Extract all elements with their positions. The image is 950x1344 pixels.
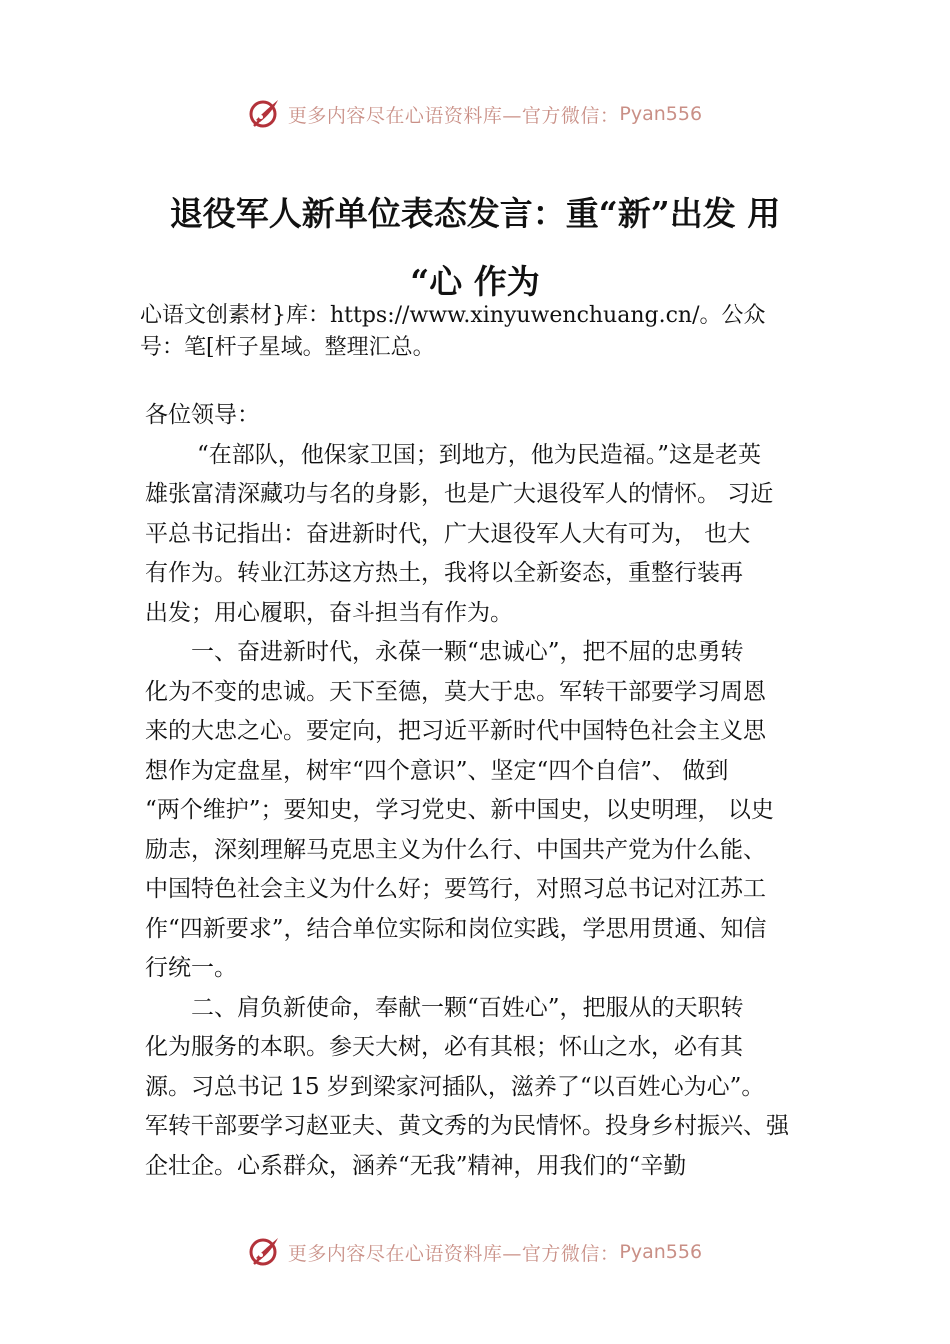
source-note — [140, 300, 830, 364]
body-line: 平总书记指出：奋进新时代，广大退役军人大有可为， 也大 — [145, 520, 751, 547]
source-line-1: 心语文创素材}库：https://www.xinyuwenchuang.cn/。公众 — [140, 303, 766, 328]
body-line: 励志，深刻理解马克思主义为什么行、中国共产党为什么能、 — [145, 836, 766, 863]
document-title-line-2: “心 作为 — [410, 262, 540, 301]
pen-quill-logo-icon — [248, 96, 284, 132]
footer-banner — [0, 1232, 950, 1272]
source-line-2: 号：笔[杆子星域。整理汇总。 — [140, 335, 435, 360]
banner-text: 更多内容尽在心语资料库—官方微信： — [287, 1242, 620, 1265]
body-line: 想作为定盘星，树牢“四个意识”、坚定“四个自信”、 做到 — [145, 757, 729, 784]
body-line: 军转干部要学习赵亚夫、黄文秀的为民情怀。投身乡村振兴、强 — [145, 1113, 789, 1139]
pen-quill-logo-icon — [248, 1234, 284, 1270]
banner-wechat-id: Pyan556 — [619, 103, 703, 125]
body-line: 企壮企。心系群众，涵养“无我”精神，用我们的“辛勤 — [145, 1152, 687, 1179]
body-line: 化为服务的本职。参天大树，必有其根；怀山之水，必有其 — [145, 1034, 743, 1060]
body-line: 有作为。转业江苏这方热土，我将以全新姿态，重整行装再 — [145, 560, 743, 586]
document-title-line-1: 退役军人新单位表态发言：重“新”出发 用 — [169, 194, 781, 233]
body-line: “两个维护”；要知史，学习党史、新中国史，以史明理， 以史 — [145, 797, 774, 823]
body-line: 化为不变的忠诚。天下至德，莫大于忠。军转干部要学习周恩 — [145, 678, 766, 705]
body-line: 源。习总书记 15 岁到梁家河插队，滋养了“以百姓心为心”。 — [145, 1073, 765, 1100]
body-line: “在部队，他保家卫国；到地方，他为民造福。”这是老英 — [197, 441, 762, 468]
banner-wechat-id: Pyan556 — [619, 1241, 703, 1263]
body-line: 一、奋进新时代，永葆一颗“忠诚心”，把不屈的忠勇转 — [191, 639, 744, 665]
body-line: 作“四新要求”，结合单位实际和岗位实践，学思用贯通、知信 — [145, 915, 767, 942]
salutation: 各位领导： — [145, 402, 260, 428]
body-line: 出发；用心履职，奋斗担当有作为。 — [145, 599, 513, 626]
banner-text: 更多内容尽在心语资料库—官方微信： — [287, 104, 620, 127]
body-line: 中国特色社会主义为什么好；要笃行，对照习总书记对江苏工 — [145, 876, 766, 902]
body-line: 来的大忠之心。要定向，把习近平新时代中国特色社会主义思 — [145, 718, 766, 744]
body-line: 雄张富清深藏功与名的身影，也是广大退役军人的情怀。 习近 — [145, 481, 774, 507]
body-line: 行统一。 — [145, 955, 237, 981]
body-line: 二、肩负新使命，奉献一颗“百姓心”，把服从的天职转 — [191, 994, 744, 1021]
document-body — [145, 396, 825, 1186]
header-banner — [0, 94, 950, 134]
